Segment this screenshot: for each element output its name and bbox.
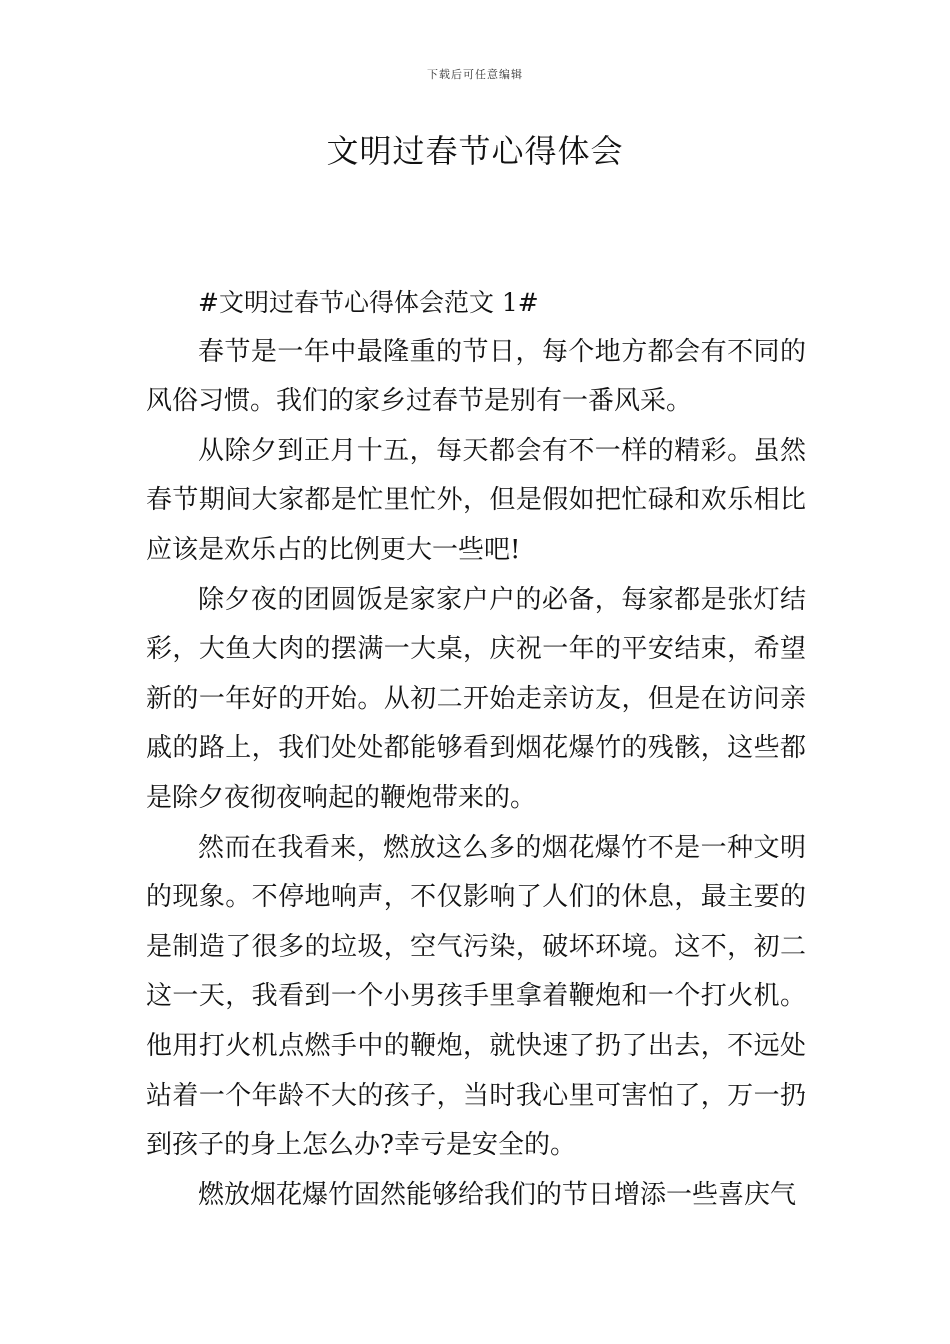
paragraph: 燃放烟花爆竹固然能够给我们的节日增添一些喜庆气	[198, 1179, 797, 1210]
document-body	[146, 278, 806, 1220]
header-note: 下载后可任意编辑	[427, 68, 523, 81]
paragraph: 除夕夜的团圆饭是家家户户的必备，每家都是张灯结彩，大鱼大肉的摆满一大桌，庆祝一年的平安结束，希望新的一年好的开始。从初二开始走亲访友，但是在访问亲戚的路上，我们处处都能够看到烟花爆竹的残骸，这些都是除夕夜彻夜响起的鞭炮带来的。	[146, 584, 806, 813]
section-heading: #文明过春节心得体会范文 1#	[198, 288, 539, 317]
paragraph: 从除夕到正月十五，每天都会有不一样的精彩。虽然春节期间大家都是忙里忙外，但是假如把忙碌和欢乐相比应该是欢乐占的比例更大一些吧!	[146, 435, 806, 565]
document-title: 文明过春节心得体会	[326, 132, 624, 170]
paragraph: 春节是一年中最隆重的节日，每个地方都会有不同的风俗习惯。我们的家乡过春节是别有一番风采。	[146, 336, 806, 417]
paragraph: 然而在我看来，燃放这么多的烟花爆竹不是一种文明的现象。不停地响声，不仅影响了人们的休息，最主要的是制造了很多的垃圾，空气污染，破坏环境。这不，初二这一天，我看到一个小男孩手里拿着鞭炮和一个打火机。他用打火机点燃手中的鞭炮，就快速了扔了出去，不远处站着一个年龄不大的孩子，当时我心里可害怕了，万一扔到孩子的身上怎么办?幸亏是安全的。	[146, 832, 806, 1161]
